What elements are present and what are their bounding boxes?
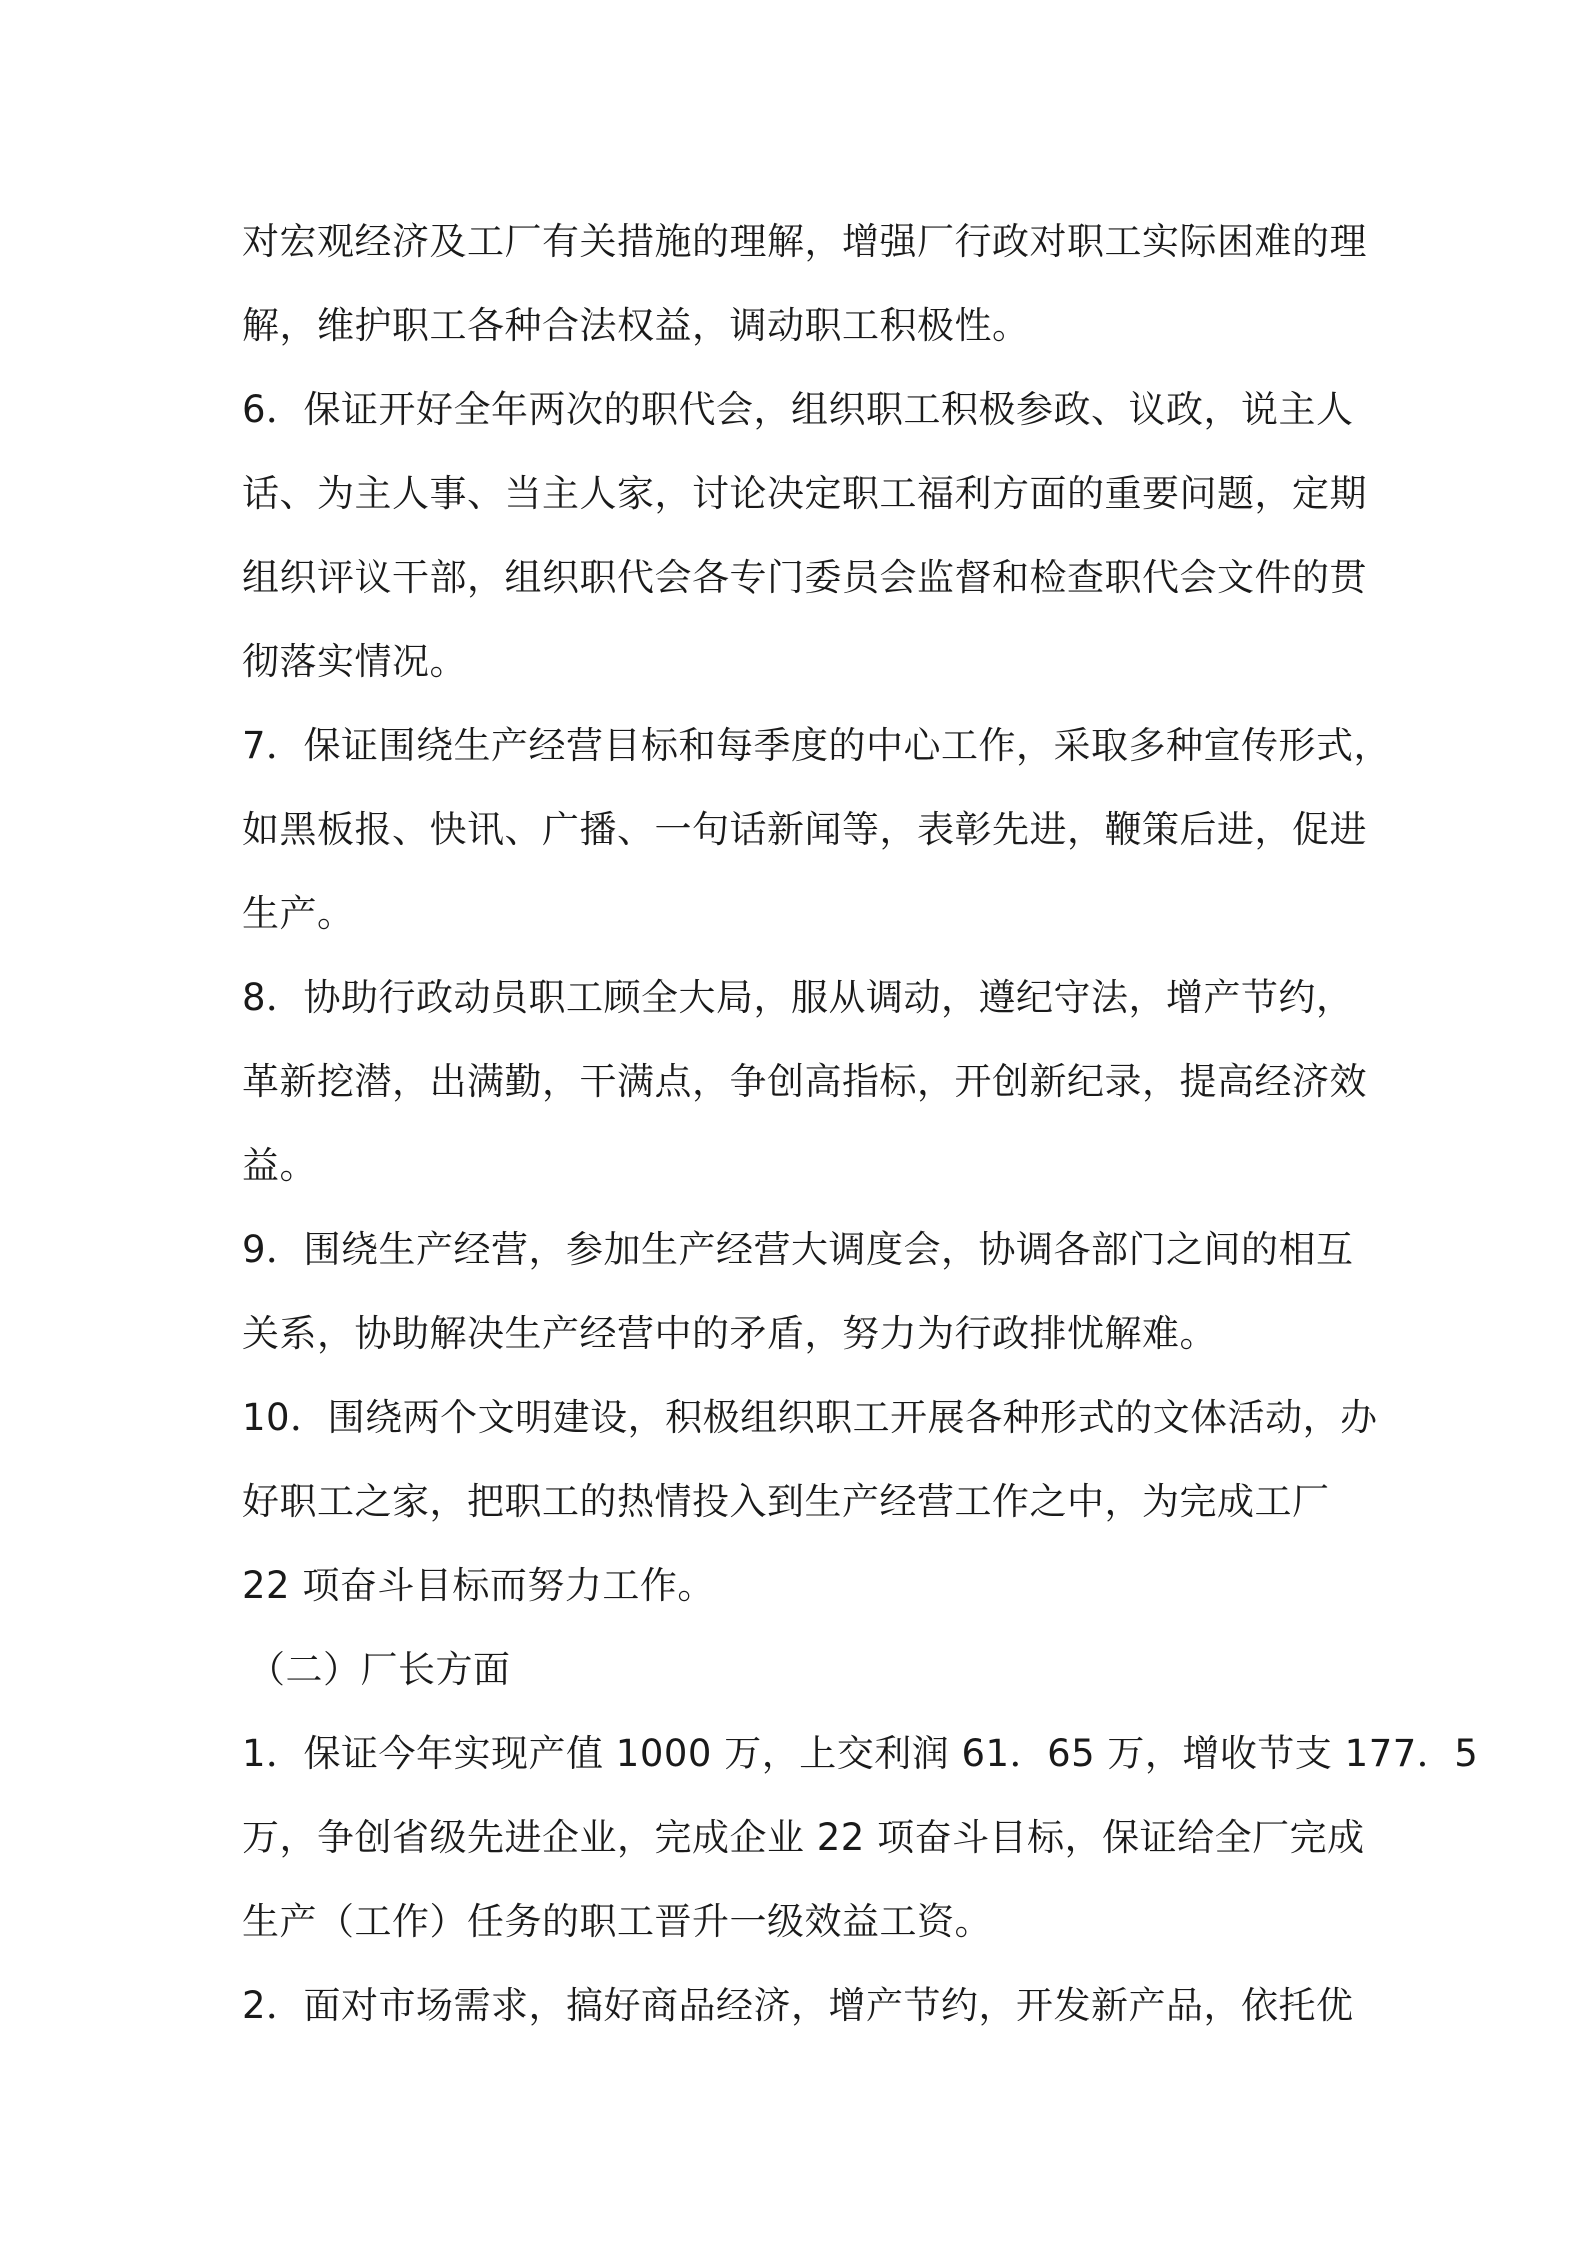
text-line: 生产。	[242, 892, 355, 935]
text-line: 22 项奋斗目标而努力工作。	[242, 1564, 715, 1607]
text-line: 1．保证今年实现产值 1000 万，上交利润 61．65 万，增收节支 177．5	[242, 1732, 1479, 1775]
text-line: 对宏观经济及工厂有关措施的理解，增强厂行政对职工实际困难的理	[242, 220, 1367, 263]
text-line: 好职工之家，把职工的热情投入到生产经营工作之中，为完成工厂	[242, 1480, 1330, 1523]
text-line: 关系，协助解决生产经营中的矛盾，努力为行政排忧解难。	[242, 1312, 1217, 1355]
text-line: 彻落实情况。	[242, 640, 467, 683]
document-body	[242, 200, 1479, 2048]
text-line: 6．保证开好全年两次的职代会，组织职工积极参政、议政，说主人	[242, 388, 1354, 431]
paragraph-continued	[242, 200, 1372, 368]
section-heading-director	[242, 1628, 1372, 1712]
text-line: 如黑板报、快讯、广播、一句话新闻等，表彰先进，鞭策后进，促进	[242, 808, 1367, 851]
paragraph-item-7	[242, 704, 1392, 956]
text-line: 8．协助行政动员职工顾全大局，服从调动，遵纪守法，增产节约，	[242, 976, 1354, 1019]
text-line: 9．围绕生产经营，参加生产经营大调度会，协调各部门之间的相互	[242, 1228, 1354, 1271]
text-line: 2．面对市场需求，搞好商品经济，增产节约，开发新产品，依托优	[242, 1984, 1354, 2027]
text-line: 10．围绕两个文明建设，积极组织职工开展各种形式的文体活动，办	[242, 1396, 1378, 1439]
section-heading-text: （二）厂长方面	[248, 1648, 511, 1691]
paragraph-item-9	[242, 1208, 1372, 1376]
text-line: 生产（工作）任务的职工晋升一级效益工资。	[242, 1900, 992, 1943]
paragraph-director-1	[242, 1712, 1479, 1964]
text-line: 7．保证围绕生产经营目标和每季度的中心工作，采取多种宣传形式，	[242, 724, 1392, 767]
paragraph-director-2	[242, 1964, 1372, 2048]
text-line: 组织评议干部，组织职代会各专门委员会监督和检查职代会文件的贯	[242, 556, 1367, 599]
text-line: 万，争创省级先进企业，完成企业 22 项奋斗目标，保证给全厂完成	[242, 1816, 1365, 1859]
paragraph-item-6	[242, 368, 1372, 704]
paragraph-item-8	[242, 956, 1372, 1208]
text-line: 话、为主人事、当主人家，讨论决定职工福利方面的重要问题，定期	[242, 472, 1367, 515]
text-line: 革新挖潜，出满勤，干满点，争创高指标，开创新纪录，提高经济效	[242, 1060, 1367, 1103]
text-line: 益。	[242, 1144, 317, 1187]
text-line: 解，维护职工各种合法权益，调动职工积极性。	[242, 304, 1030, 347]
paragraph-item-10	[242, 1376, 1378, 1628]
